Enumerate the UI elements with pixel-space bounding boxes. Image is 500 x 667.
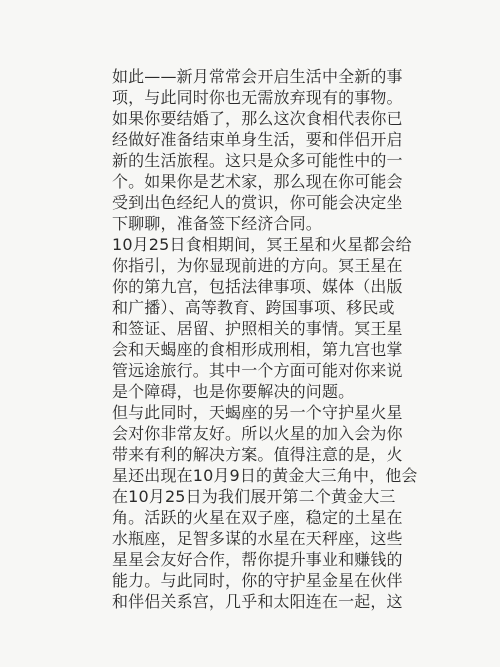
text-line: 个。如果你是艺术家，那么现在你可能会	[112, 172, 403, 191]
paragraph-2	[112, 234, 412, 402]
text-line: 能力。与此同时，你的守护星金星在伙伴	[112, 571, 403, 590]
text-line: 会和天蝎座的食相形成刑相，第九宫也掌	[112, 340, 403, 359]
text-line: 新的生活旅程。这只是众多可能性中的一	[112, 151, 403, 170]
text-line: 如果你要结婚了，那么这次食相代表你已	[112, 109, 403, 128]
text-line: 你指引，为你显现前进的方向。冥王星在	[112, 256, 403, 275]
text-line: 星星会友好合作，帮你提升事业和赚钱的	[112, 550, 403, 569]
text-line: 你的第九宫，包括法律事项、媒体（出版	[112, 277, 403, 296]
text-line: 10月25日食相期间，冥王星和火星都会给	[112, 235, 412, 254]
text-line: 但与此同时，天蝎座的另一个守护星火星	[112, 403, 403, 422]
text-line: 经做好准备结束单身生活，要和伴侣开启	[112, 130, 403, 149]
text-line: 角。活跃的火星在双子座，稳定的土星在	[112, 508, 403, 527]
text-line: 和广播）、高等教育、跨国事项、移民或	[112, 298, 395, 317]
text-line: 带来有利的解决方案。值得注意的是，火	[112, 445, 403, 464]
paragraph-3	[112, 402, 418, 612]
text-line: 如此——新月常常会开启生活中全新的事	[112, 67, 403, 86]
text-line: 管远途旅行。其中一个方面可能对你来说	[112, 361, 403, 380]
text-line: 下聊聊，准备签下经济合同。	[112, 214, 322, 233]
paragraph-1	[112, 66, 403, 234]
text-line: 在10月25日为我们展开第二个黄金大三	[112, 487, 396, 506]
text-line: 星还出现在10月9日的黄金大三角中，他会	[112, 466, 418, 485]
text-line: 和伴侣关系宫，几乎和太阳连在一起，这	[112, 592, 403, 611]
text-line: 是个障碍，也是你要解决的问题。	[112, 382, 355, 401]
text-line: 会对你非常友好。所以火星的加入会为你	[112, 424, 403, 443]
text-line: 水瓶座，足智多谋的水星在天秤座，这些	[112, 529, 403, 548]
text-line: 项，与此同时你也无需放弃现有的事物。	[112, 88, 403, 107]
text-line: 和签证、居留、护照相关的事情。冥王星	[112, 319, 403, 338]
text-line: 受到出色经纪人的赏识，你可能会决定坐	[112, 193, 403, 212]
